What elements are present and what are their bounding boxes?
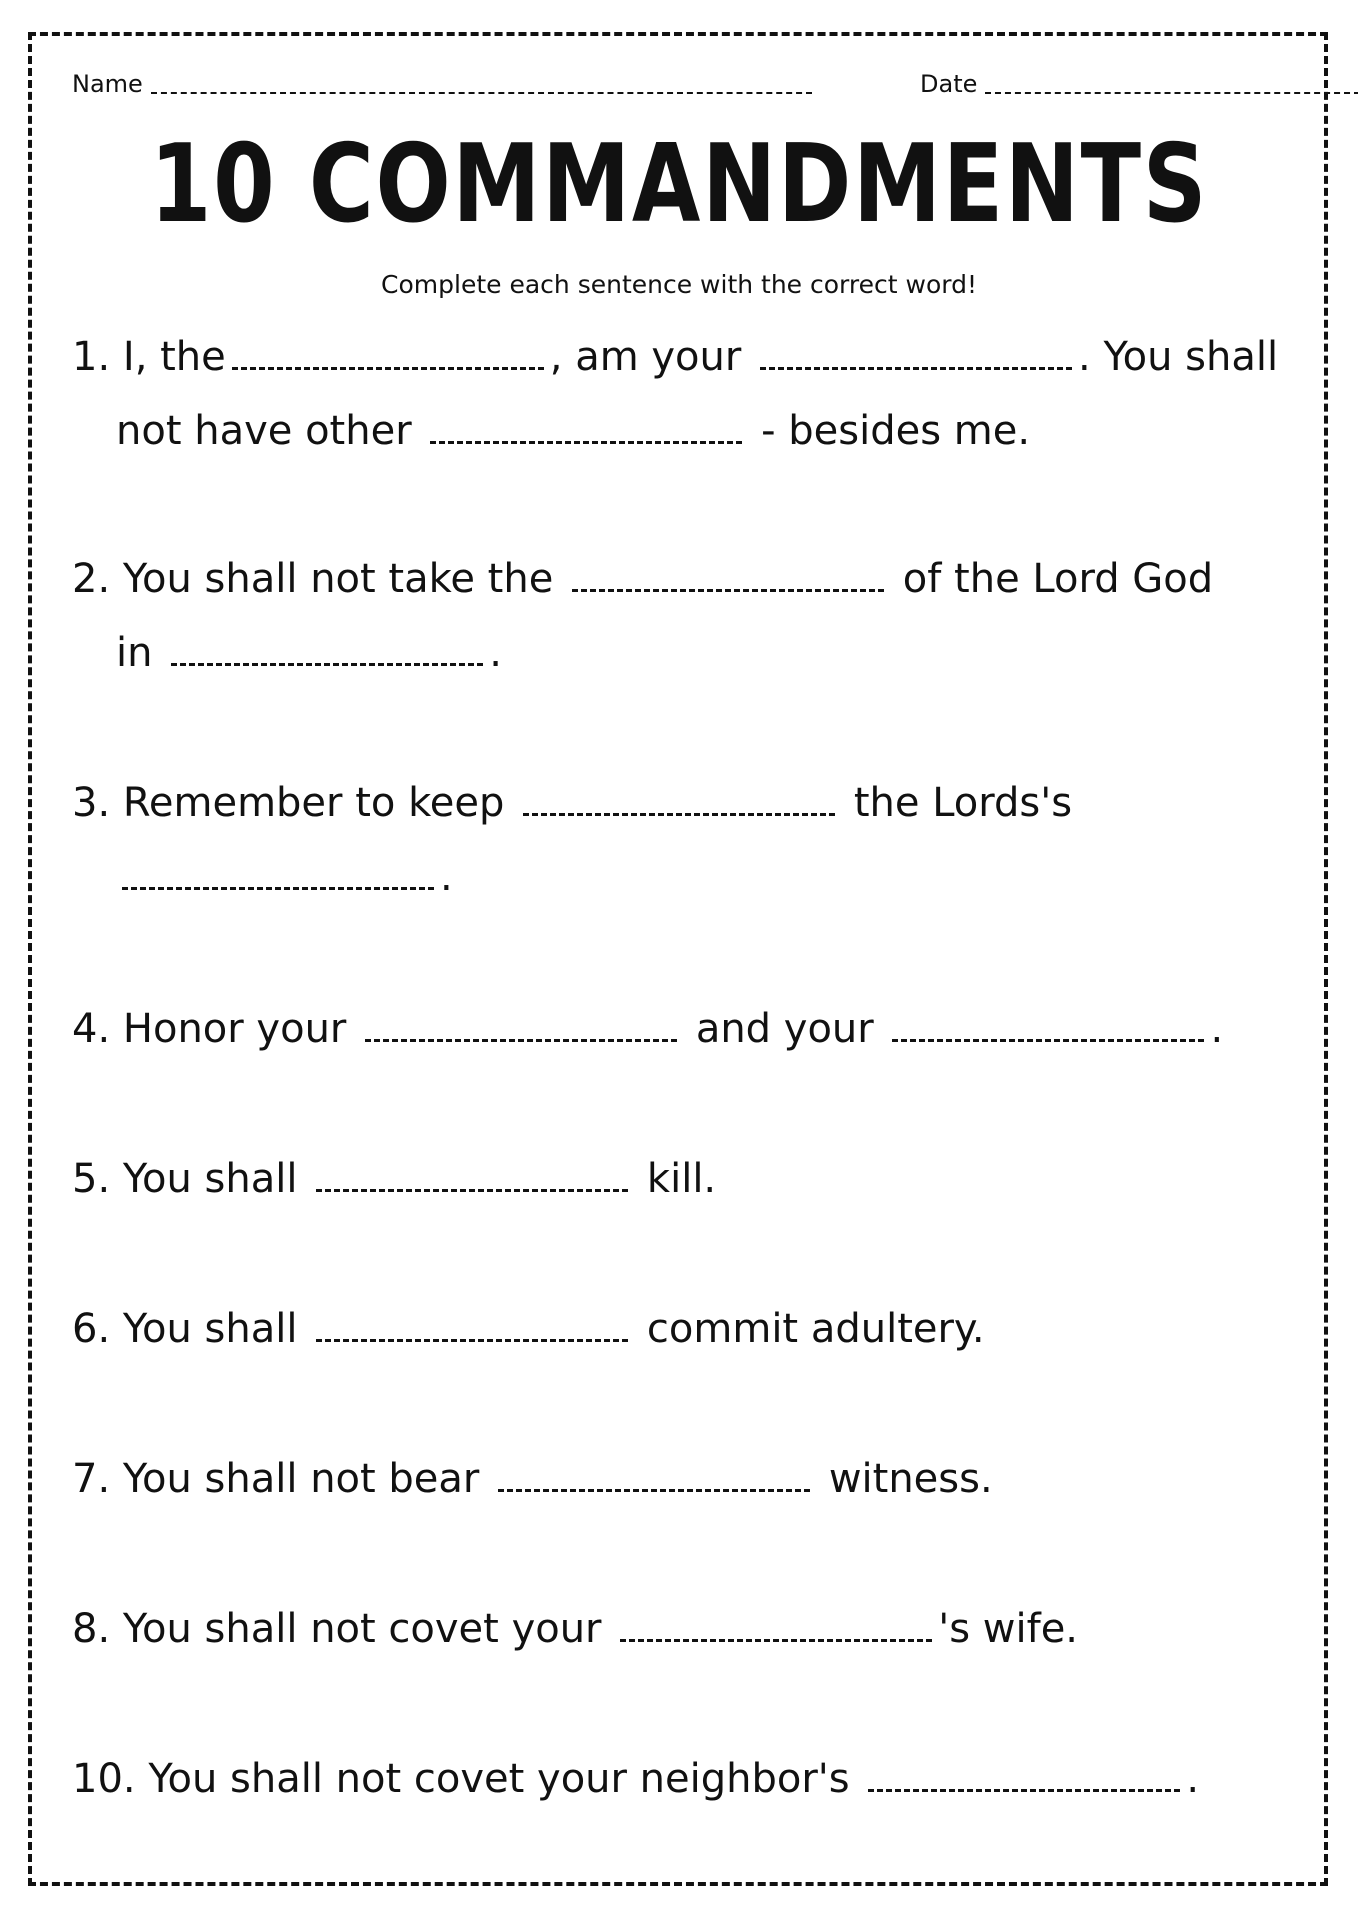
question-text: commit adultery. xyxy=(646,1306,985,1352)
name-line[interactable] xyxy=(151,91,812,94)
question-5 xyxy=(72,1142,1292,1216)
question-3 xyxy=(72,766,1292,914)
page-title: 10 COMMANDMENTS xyxy=(149,122,1209,247)
question-text: - besides me. xyxy=(761,408,1031,454)
question-text: and your xyxy=(695,1006,874,1052)
name-label: Name xyxy=(72,70,143,98)
answer-blank[interactable] xyxy=(365,1038,677,1042)
answer-blank[interactable] xyxy=(122,886,434,890)
question-1-line-1 xyxy=(72,320,1292,394)
date-label: Date xyxy=(920,70,978,98)
question-text: You shall not covet your xyxy=(122,1606,602,1652)
question-text: You shall xyxy=(122,1156,298,1202)
question-text: You shall not take the xyxy=(122,556,554,602)
answer-blank[interactable] xyxy=(892,1038,1204,1042)
answer-blank[interactable] xyxy=(498,1488,810,1492)
question-number: 2. xyxy=(72,556,111,602)
question-text: 's wife. xyxy=(938,1606,1079,1652)
question-10-line-1 xyxy=(72,1742,1292,1816)
question-number: 7. xyxy=(72,1456,111,1502)
instructions: Complete each sentence with the correct word! xyxy=(381,270,977,299)
question-10 xyxy=(72,1742,1292,1816)
question-2 xyxy=(72,542,1292,690)
answer-blank[interactable] xyxy=(868,1788,1180,1792)
question-text: Remember to keep xyxy=(122,780,505,826)
question-4 xyxy=(72,992,1292,1066)
answer-blank[interactable] xyxy=(523,812,835,816)
question-8 xyxy=(72,1592,1292,1666)
answer-blank[interactable] xyxy=(572,588,884,592)
answer-blank[interactable] xyxy=(620,1638,932,1642)
header-fields xyxy=(72,70,1292,104)
question-3-line-2 xyxy=(72,840,1292,914)
question-7 xyxy=(72,1442,1292,1516)
date-field[interactable] xyxy=(920,70,1358,98)
question-3-line-1 xyxy=(72,766,1292,840)
question-number: 1. xyxy=(72,334,111,380)
question-text: , am your xyxy=(549,334,742,380)
question-2-line-1 xyxy=(72,542,1292,616)
date-line[interactable] xyxy=(985,91,1358,94)
answer-blank[interactable] xyxy=(232,366,544,370)
question-text: . xyxy=(440,854,453,900)
answer-blank[interactable] xyxy=(430,440,742,444)
question-number: 5. xyxy=(72,1156,111,1202)
question-text: You shall not covet your neighbor's xyxy=(148,1756,850,1802)
question-number: 3. xyxy=(72,780,111,826)
question-6-line-1 xyxy=(72,1292,1292,1366)
question-8-line-1 xyxy=(72,1592,1292,1666)
question-text: the Lords's xyxy=(853,780,1073,826)
question-1 xyxy=(72,320,1292,468)
question-text: . xyxy=(489,630,502,676)
answer-blank[interactable] xyxy=(316,1188,628,1192)
question-2-line-2 xyxy=(72,616,1292,690)
question-number: 4. xyxy=(72,1006,111,1052)
question-4-line-1 xyxy=(72,992,1292,1066)
question-text: Honor your xyxy=(122,1006,347,1052)
answer-blank[interactable] xyxy=(760,366,1072,370)
question-number: 8. xyxy=(72,1606,111,1652)
question-text: not have other xyxy=(116,408,412,454)
question-text: in xyxy=(116,630,153,676)
question-number: 6. xyxy=(72,1306,111,1352)
answer-blank[interactable] xyxy=(171,662,483,666)
question-text: . You shall xyxy=(1078,334,1279,380)
name-field[interactable] xyxy=(72,70,812,98)
question-text: . xyxy=(1186,1756,1200,1802)
question-7-line-1 xyxy=(72,1442,1292,1516)
answer-blank[interactable] xyxy=(316,1338,628,1342)
question-number: 10. xyxy=(72,1756,136,1802)
question-text: kill. xyxy=(646,1156,717,1202)
question-6 xyxy=(72,1292,1292,1366)
question-text: I, the xyxy=(122,334,226,380)
question-text: of the Lord God xyxy=(902,556,1214,602)
question-text: You shall xyxy=(122,1306,298,1352)
question-text: You shall not bear xyxy=(122,1456,480,1502)
question-5-line-1 xyxy=(72,1142,1292,1216)
question-1-line-2 xyxy=(72,394,1292,468)
question-text: . xyxy=(1210,1006,1224,1052)
question-text: witness. xyxy=(828,1456,993,1502)
